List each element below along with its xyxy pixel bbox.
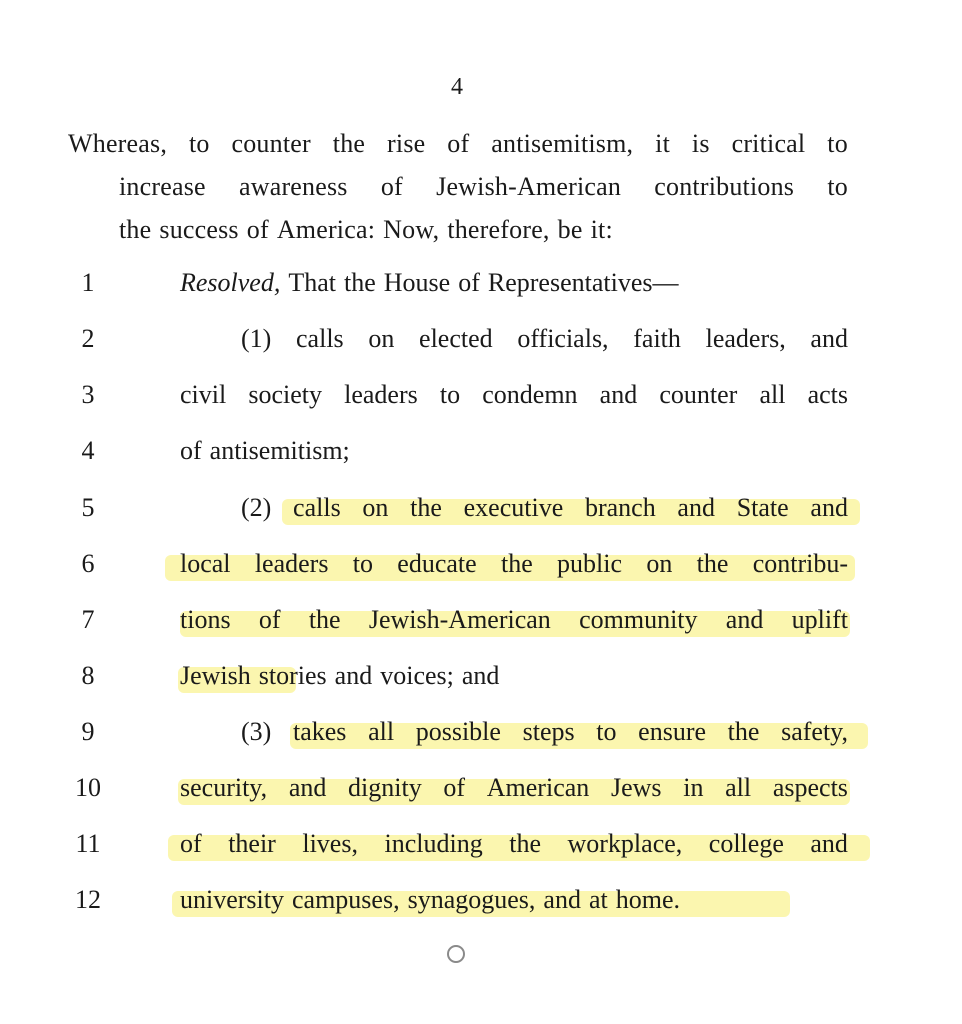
word: to <box>827 129 848 158</box>
numbered-line <box>0 432 962 472</box>
circle-outline-icon <box>447 945 465 963</box>
word: to <box>352 549 373 578</box>
word: of <box>380 172 403 201</box>
word: Jewish-American <box>368 605 551 634</box>
word: the <box>344 268 376 297</box>
word: be <box>557 215 583 244</box>
word: State <box>736 493 789 522</box>
word: counter <box>231 129 311 158</box>
item-number: (3) <box>241 717 272 746</box>
word: House <box>383 268 451 297</box>
word: antisemitism, <box>491 129 634 158</box>
word: all <box>368 717 395 746</box>
word: lives, <box>302 829 358 858</box>
word: faith <box>633 324 681 353</box>
word: to <box>827 172 848 201</box>
word: increase <box>119 172 206 201</box>
word: on <box>646 549 673 578</box>
word: Representatives— <box>487 268 679 297</box>
line-number: 6 <box>81 549 95 578</box>
word: aspects <box>772 773 848 802</box>
numbered-line <box>0 825 962 865</box>
word: all <box>725 773 752 802</box>
line-text <box>180 661 848 691</box>
word: synagogues, <box>407 885 536 914</box>
word: stories <box>258 661 327 690</box>
word: elected <box>419 324 493 353</box>
word: the <box>308 605 341 634</box>
numbered-line <box>0 489 962 529</box>
word: dignity <box>348 773 422 802</box>
resolved-label: Resolved, <box>180 268 281 297</box>
word: public <box>557 549 623 578</box>
word: to <box>596 717 617 746</box>
line-text <box>180 380 848 410</box>
word: condemn <box>482 380 578 409</box>
word: Now, <box>383 215 440 244</box>
word: of <box>180 829 202 858</box>
word: their <box>228 829 276 858</box>
word: contribu- <box>752 549 848 578</box>
word: and <box>543 885 581 914</box>
word: society <box>248 380 322 409</box>
word: critical <box>731 129 806 158</box>
word: of <box>458 268 480 297</box>
word: therefore, <box>447 215 550 244</box>
word: of <box>443 773 466 802</box>
word: university <box>180 885 284 914</box>
line-number: 4 <box>81 436 95 465</box>
word: all <box>759 380 786 409</box>
word: branch <box>584 493 656 522</box>
word: the <box>696 549 729 578</box>
word: and <box>677 493 715 522</box>
word: educate <box>397 549 477 578</box>
line-text <box>180 885 848 915</box>
line-text <box>241 493 848 523</box>
word: Jewish-American <box>436 172 622 201</box>
word: and <box>810 829 848 858</box>
word: counter <box>659 380 738 409</box>
word: Jewish <box>180 661 251 690</box>
numbered-line <box>0 320 962 360</box>
whereas-line-2 <box>68 165 848 208</box>
word: leaders <box>254 549 329 578</box>
word: including <box>384 829 483 858</box>
line-number: 12 <box>75 885 101 914</box>
word: calls <box>296 324 344 353</box>
word: and <box>725 605 764 634</box>
line-text <box>180 436 848 466</box>
item-number: (2) <box>241 493 272 522</box>
word: community <box>579 605 698 634</box>
word: of <box>180 436 202 465</box>
word: rise <box>387 129 426 158</box>
line-text <box>180 605 848 635</box>
numbered-line <box>0 545 962 585</box>
line-number: 9 <box>81 717 95 746</box>
word: success <box>159 215 239 244</box>
word: awareness <box>238 172 348 201</box>
word: and <box>334 661 373 690</box>
word: leaders <box>344 380 418 409</box>
word: it <box>655 129 671 158</box>
word: on <box>368 324 395 353</box>
word: leaders, <box>705 324 786 353</box>
word: the <box>119 215 152 244</box>
numbered-line <box>0 376 962 416</box>
line-number: 3 <box>81 380 95 409</box>
word: ensure <box>638 717 707 746</box>
word: executive <box>463 493 564 522</box>
word: the <box>410 493 442 522</box>
word: college <box>708 829 784 858</box>
word: acts <box>807 380 848 409</box>
line-text <box>180 829 848 859</box>
word: in <box>683 773 704 802</box>
word: local <box>180 549 231 578</box>
word: voices; <box>380 661 454 690</box>
word: contributions <box>654 172 795 201</box>
line-number: 5 <box>81 493 95 522</box>
whereas-clause <box>68 122 848 251</box>
numbered-line <box>0 881 962 921</box>
word: Jews <box>610 773 662 802</box>
line-number: 10 <box>75 773 101 802</box>
word: and <box>288 773 327 802</box>
word: at <box>588 885 608 914</box>
word: to <box>188 129 210 158</box>
line-number: 11 <box>75 829 101 858</box>
line-number: 2 <box>81 324 95 353</box>
line-text <box>180 268 848 298</box>
whereas-line-3 <box>68 208 848 251</box>
word: home. <box>615 885 680 914</box>
numbered-line <box>0 713 962 753</box>
word: the <box>500 549 533 578</box>
item-number: (1) <box>241 324 272 353</box>
line-text <box>180 549 848 579</box>
word: America: <box>276 215 376 244</box>
word: American <box>486 773 590 802</box>
word: workplace, <box>567 829 683 858</box>
word: and <box>810 324 848 353</box>
word: security, <box>180 773 268 802</box>
word: possible <box>415 717 501 746</box>
word: the <box>332 129 366 158</box>
word: officials, <box>517 324 609 353</box>
word: safety, <box>781 717 848 746</box>
word: the <box>727 717 760 746</box>
line-number: 1 <box>81 268 95 297</box>
line-text <box>180 773 848 803</box>
numbered-line <box>0 264 962 304</box>
word: antisemitism; <box>209 436 350 465</box>
word: steps <box>522 717 575 746</box>
word: campuses, <box>292 885 400 914</box>
word: calls <box>293 493 341 522</box>
numbered-line <box>0 601 962 641</box>
word: on <box>362 493 389 522</box>
word: and <box>810 493 848 522</box>
word: Whereas, <box>68 129 168 158</box>
word: to <box>439 380 461 409</box>
word: is <box>691 129 710 158</box>
line-text <box>241 717 848 747</box>
line-number: 8 <box>81 661 95 690</box>
word: and <box>599 380 638 409</box>
word: tions <box>180 605 231 634</box>
whereas-line-1 <box>68 122 848 165</box>
word: it: <box>590 215 613 244</box>
numbered-line <box>0 769 962 809</box>
word: of <box>447 129 470 158</box>
word: takes <box>292 717 347 746</box>
word: of <box>258 605 281 634</box>
word: the <box>509 829 541 858</box>
numbered-line <box>0 657 962 697</box>
word: That <box>288 268 336 297</box>
line-text <box>241 324 848 354</box>
line-number: 7 <box>81 605 95 634</box>
word: civil <box>180 380 227 409</box>
word: of <box>246 215 269 244</box>
page-number: 4 <box>451 74 463 100</box>
word: uplift <box>791 605 848 634</box>
word: and <box>461 661 500 690</box>
